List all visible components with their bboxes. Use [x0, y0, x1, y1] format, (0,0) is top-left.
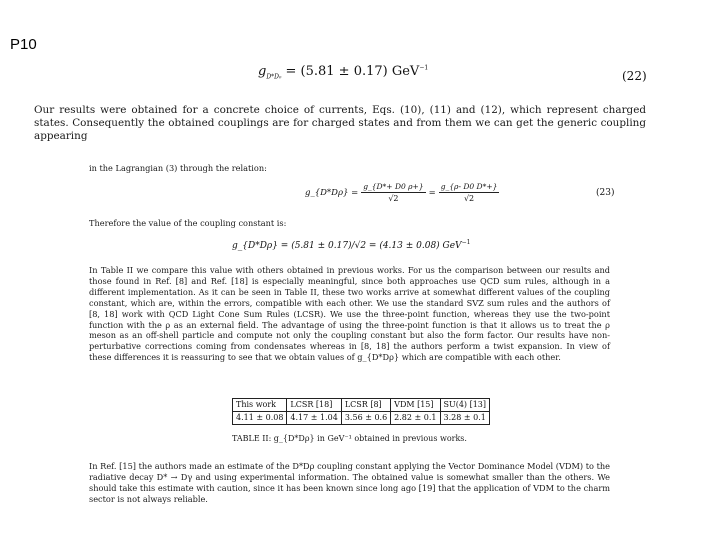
results-table — [232, 398, 490, 425]
table-caption: TABLE II: g_{D*Dρ} in GeV⁻¹ obtained in previous works. — [232, 434, 467, 443]
eq23-fraction-1 — [361, 182, 425, 204]
paragraph-results: Our results were obtained for a concrete choice of currents, Eqs. (10), (11) and (12), which represent charged states. Consequently the obtained couplings are for charged states and from them we can get the generic coupling appearing — [34, 104, 646, 142]
slide-label: P10 — [10, 36, 37, 53]
eq23-frac1-num: g_{D*+ D0 ρ+} — [363, 182, 424, 191]
paragraph-relation: in the Lagrangian (3) through the relation: — [89, 163, 267, 173]
eq23-frac2-num: g_{ρ- D0 D*+} — [440, 182, 498, 191]
table-header-cell: LCSR [18] — [287, 399, 341, 412]
paragraph-comparison: In Table II we compare this value with others obtained in previous works. For us the comparison between our results and those found in Ref. [8] and Ref. [18] is especially meaningful, since both approaches use QCD sum rules, although in a different implementation. As it can be seen in Table II, these two works arrive at somewhat different values of the coupling constant, which are, within the errors, compatible with each other. We use the standard SVZ sum rules and the authors of [8, 18] work with QCD Light Cone Sum Rules (LCSR). We use the three-point function, whereas they use the two-point function with the ρ as an external field. The advantage of using the three-point function is that it allows us to treat the ρ meson as an off-shell particle and compute not only the coupling constant but also the form factor. Our results have non-perturbative corrections coming from condensates whereas in [8, 18] the authors perform a twist expansion. In view of these differences it is reassuring to see that we obtain values of g_{D*Dρ} which are compatible with each other. — [89, 265, 610, 363]
eq22-exp: −1 — [419, 64, 429, 72]
table-cell: 3.28 ± 0.1 — [440, 412, 490, 425]
table-header-row — [233, 399, 490, 412]
equation-22 — [258, 64, 428, 81]
table-ii — [232, 398, 490, 425]
eq22-rhs: = (5.81 ± 0.17) GeV — [285, 64, 420, 79]
table-cell: 4.11 ± 0.08 — [233, 412, 287, 425]
paragraph-therefore: Therefore the value of the coupling constant is: — [89, 218, 287, 228]
table-cell: 3.56 ± 0.6 — [341, 412, 390, 425]
equation-23 — [305, 182, 502, 204]
eq23-lhs: g_{D*Dρ} = — [305, 188, 359, 198]
equation-coupling-value — [232, 239, 470, 251]
eq24-exp: −1 — [461, 239, 471, 246]
table-header-cell: VDM [15] — [391, 399, 440, 412]
equation-23-number: (23) — [596, 188, 615, 198]
table-header-cell: SU(4) [13] — [440, 399, 490, 412]
table-cell: 4.17 ± 1.04 — [287, 412, 341, 425]
eq24-text: g_{D*Dρ} = (5.81 ± 0.17)/√2 = (4.13 ± 0.08) GeV — [232, 241, 462, 251]
eq23-fraction-2 — [439, 182, 500, 204]
eq23-frac2-den: √2 — [463, 194, 475, 203]
equation-22-number: (22) — [622, 69, 647, 83]
eq22-lhs-sub: D*D₀ — [266, 73, 282, 81]
table-cell: 2.82 ± 0.1 — [391, 412, 440, 425]
table-row — [233, 412, 490, 425]
table-header-cell: LCSR [8] — [341, 399, 390, 412]
eq23-frac1-den: √2 — [388, 194, 399, 203]
paragraph-vdm: In Ref. [15] the authors made an estimate of the D*Dρ coupling constant applying the Vector Dominance Model (VDM) to the radiative decay D* → Dγ and using experimental information. The obtained value is somewhat smaller than the others. We should take this estimate with caution, since it has been known since long ago [19] that the application of VDM to the charm sector is not always reliable. — [89, 461, 610, 504]
eq22-lhs: g — [258, 64, 267, 79]
eq23-equals: = — [428, 188, 436, 198]
table-header-cell: This work — [233, 399, 287, 412]
